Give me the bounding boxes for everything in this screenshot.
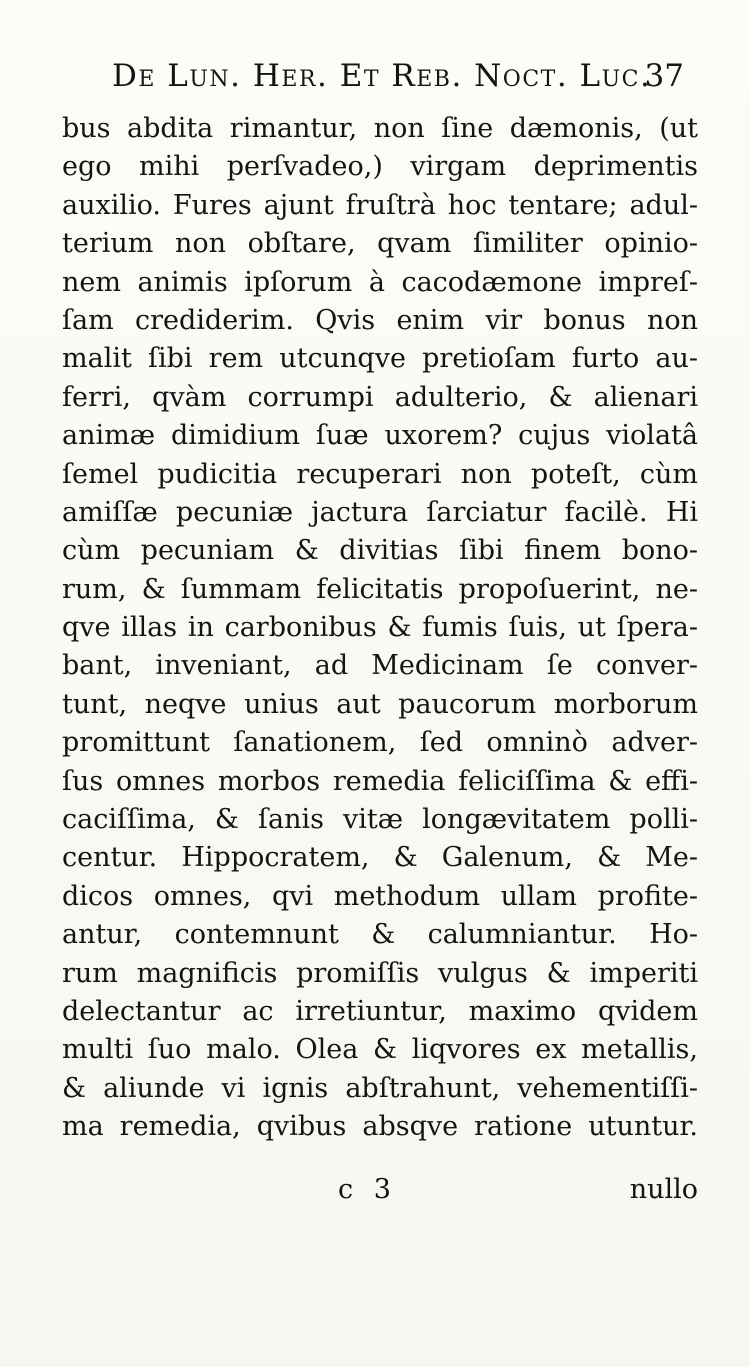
text-line: bant, inveniant, ad Medicinam ſe conver- bbox=[62, 650, 698, 682]
text-line: rum, & ſummam felicitatis propoſuerint, ne- bbox=[62, 573, 698, 605]
text-line: delectantur ac irretiuntur, maximo qvidem bbox=[62, 995, 698, 1027]
running-title: De Lun. Her. Et Reb. Noct. Luc. bbox=[112, 58, 652, 94]
text-line: tunt, neqve unius aut paucorum morborum bbox=[62, 688, 698, 720]
text-line: auxilio. Fures ajunt fruſtrà hoc tentare; adul- bbox=[62, 189, 698, 221]
text-line: nem animis ipſorum à cacodæmone impreſ- bbox=[62, 266, 698, 298]
text-line: cùm pecuniam & divitias ſibi finem bono- bbox=[62, 535, 698, 567]
text-line: bus abdita rimantur, non ſine dæmonis, (ut bbox=[62, 113, 698, 144]
text-line: antur, contemnunt & calumniantur. Ho- bbox=[62, 919, 698, 951]
text-line: ma remedia, qvibus absqve ratione utuntur. bbox=[62, 1111, 698, 1143]
text-line: animæ dimidium ſuæ uxorem? cujus violatâ bbox=[62, 420, 698, 452]
text-line: ſemel pudicitia recuperari non poteſt, cùm bbox=[62, 458, 698, 490]
text-line: ſam crediderim. Qvis enim vir bonus non bbox=[62, 304, 698, 336]
text-line: dicos omnes, qvi methodum ullam profite- bbox=[62, 880, 698, 912]
text-line: multi ſuo malo. Olea & liqvores ex metallis, bbox=[62, 1034, 698, 1066]
text-line: ego mihi perſvadeo,) virgam deprimentis bbox=[62, 151, 698, 183]
body-text bbox=[62, 110, 698, 1147]
text-line: terium non obſtare, qvam ſimiliter opinio- bbox=[62, 228, 698, 260]
text-line: & aliunde vi ignis abſtrahunt, vehementiſſi- bbox=[62, 1072, 698, 1104]
text-line: qve illas in carbonibus & fumis ſuis, ut ſpera- bbox=[62, 612, 698, 644]
text-line: centur. Hippocratem, & Galenum, & Me- bbox=[62, 842, 698, 874]
text-line: rum magnificis promiſſis vulgus & imperiti bbox=[62, 957, 698, 989]
text-line: ferri, qvàm corrumpi adulterio, & alienari bbox=[62, 381, 698, 413]
catchword: nullo bbox=[629, 1174, 698, 1205]
signature-mark: c 3 bbox=[338, 1174, 397, 1205]
text-line: amiſſæ pecuniæ jactura ſarciatur facilè. Hi bbox=[62, 496, 698, 528]
text-line: promittunt ſanationem, ſed omninò adver- bbox=[62, 727, 698, 759]
text-line: malit ſibi rem utcunqve pretioſam furto au- bbox=[62, 343, 698, 375]
text-line: caciſſima, & ſanis vitæ longævitatem polli- bbox=[62, 804, 698, 836]
text-line: ſus omnes morbos remedia feliciſſima & effi- bbox=[62, 765, 698, 797]
running-head bbox=[112, 58, 684, 102]
page-number: 37 bbox=[644, 58, 684, 94]
